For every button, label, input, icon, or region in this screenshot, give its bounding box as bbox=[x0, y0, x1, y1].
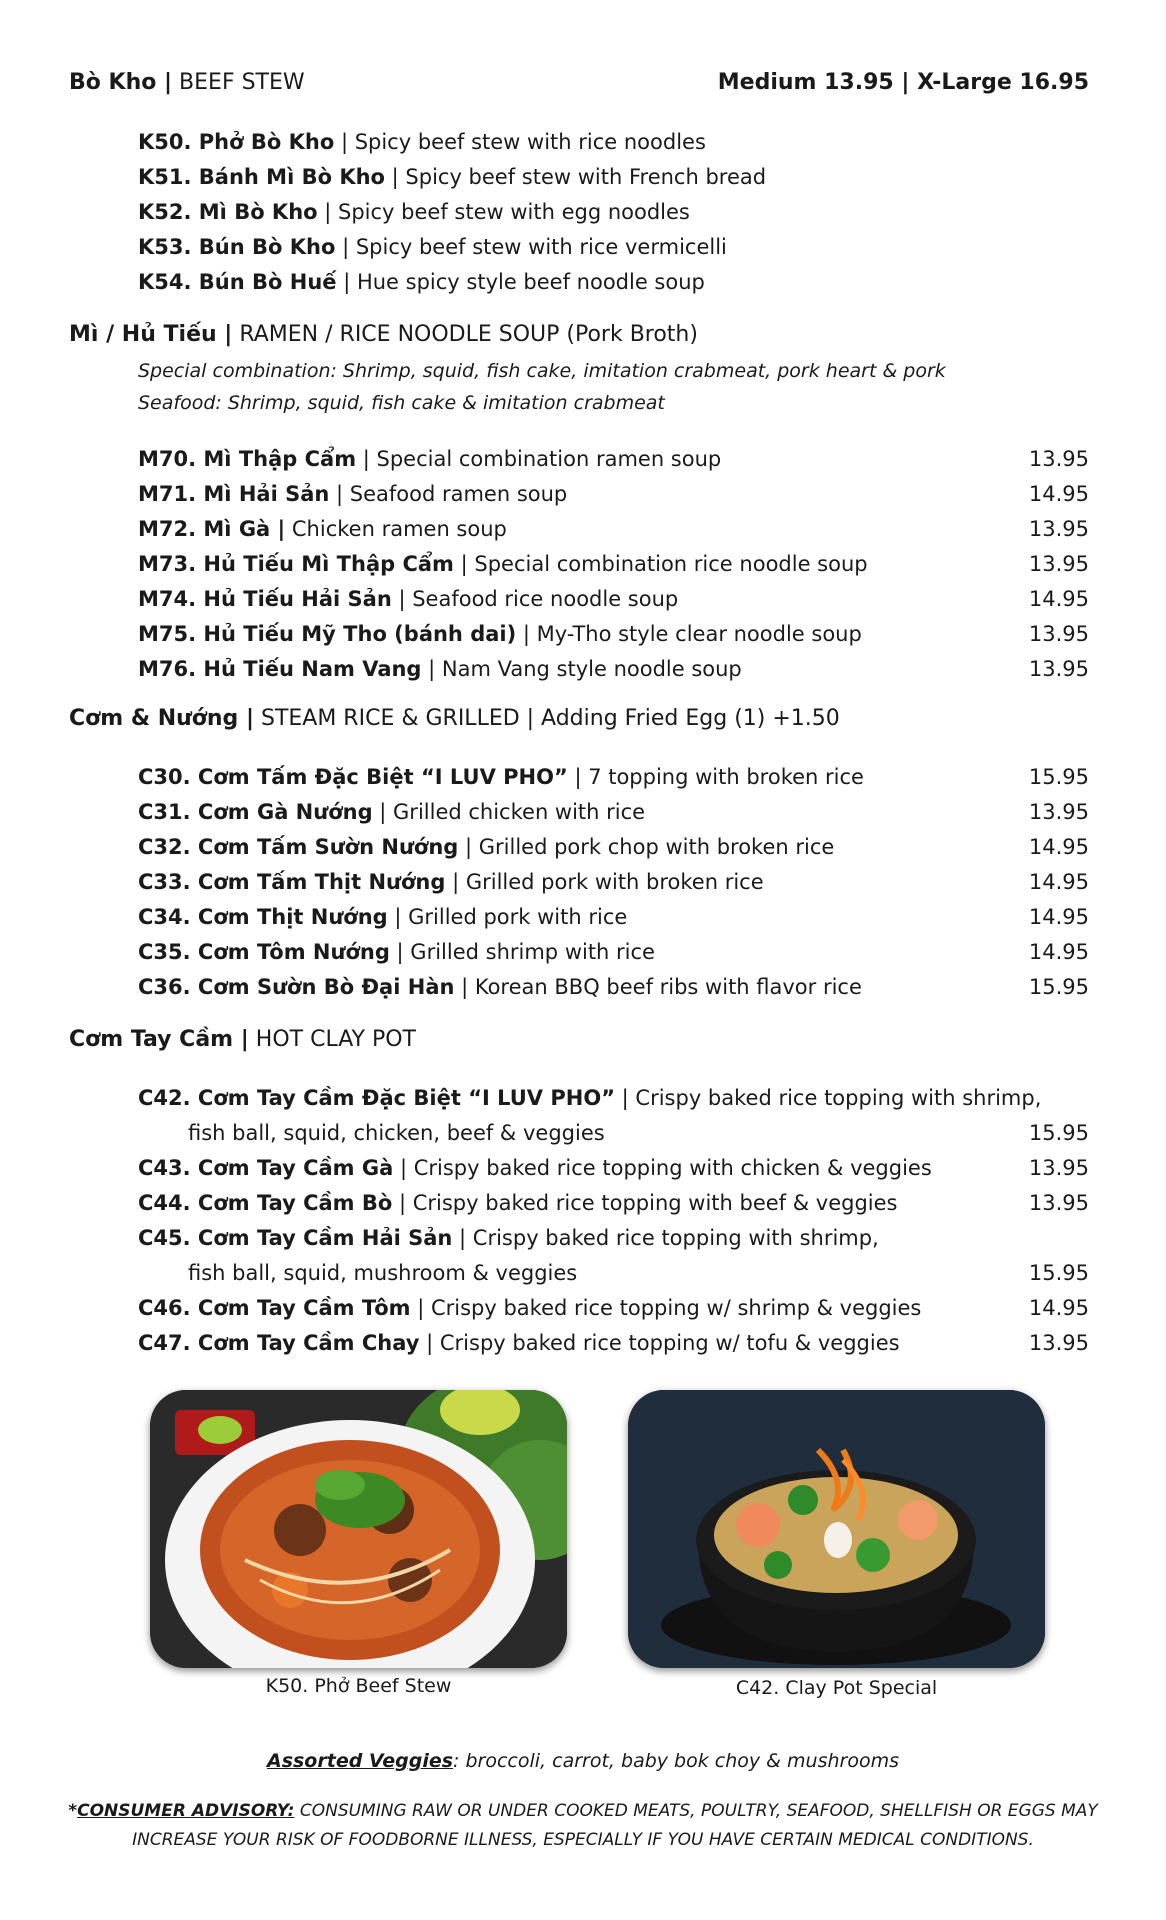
menu-item-k51 bbox=[138, 159, 1089, 195]
section-title-com bbox=[69, 706, 840, 731]
item-desc: | Crispy baked rice topping with shrimp, bbox=[452, 1226, 879, 1250]
section-title-mi bbox=[69, 322, 698, 347]
menu-item-c31 bbox=[138, 794, 1089, 830]
menu-item-c36 bbox=[138, 969, 1089, 1005]
item-desc: | Crispy baked rice topping with chicken & veggies bbox=[393, 1156, 932, 1180]
section-title-rest: RAMEN / RICE NOODLE SOUP (Pork Broth) bbox=[232, 322, 698, 347]
item-desc: | Grilled shrimp with rice bbox=[389, 940, 655, 964]
item-name: C36. Cơm Sườn Bò Đại Hàn bbox=[138, 975, 455, 999]
menu-item-c45 bbox=[138, 1220, 1089, 1256]
item-price: 14.95 bbox=[1028, 870, 1089, 894]
section-title-bold: Bò Kho | bbox=[69, 70, 173, 95]
advisory-text-1: CONSUMING RAW OR UNDER COOKED MEATS, POULTRY, SEAFOOD, SHELLFISH OR EGGS MAY bbox=[294, 1801, 1098, 1821]
item-desc: | Spicy beef stew with French bread bbox=[384, 165, 767, 189]
item-desc: | My-Tho style clear noodle soup bbox=[516, 622, 862, 646]
menu-item-c46 bbox=[138, 1290, 1089, 1326]
menu-item-k54 bbox=[138, 264, 1089, 300]
item-price: 13.95 bbox=[1028, 800, 1089, 824]
section-title-bold: Mì / Hủ Tiếu | bbox=[69, 322, 233, 347]
item-name: C46. Cơm Tay Cầm Tôm bbox=[138, 1296, 411, 1320]
item-desc: | Crispy baked rice topping with shrimp, bbox=[615, 1086, 1042, 1110]
item-desc: | Grilled pork with broken rice bbox=[445, 870, 764, 894]
section-title-rest: BEEF STEW bbox=[172, 70, 305, 95]
beef-stew-photo bbox=[150, 1390, 567, 1668]
item-name: M72. Mì Gà | bbox=[138, 517, 286, 541]
photo-caption-left: K50. Phở Beef Stew bbox=[265, 1675, 452, 1697]
consumer-advisory-line-2: INCREASE YOUR RISK OF FOODBORNE ILLNESS, ESPECIALLY IF YOU HAVE CERTAIN MEDICAL CONDITIONS. bbox=[132, 1830, 1034, 1850]
item-name: C30. Cơm Tấm Đặc Biệt “I LUV PHO” bbox=[138, 765, 568, 789]
item-name: C34. Cơm Thịt Nướng bbox=[138, 905, 388, 929]
item-name: C32. Cơm Tấm Sườn Nướng bbox=[138, 835, 459, 859]
item-desc: | 7 topping with broken rice bbox=[567, 765, 864, 789]
item-desc: | Grilled pork with rice bbox=[387, 905, 628, 929]
menu-item-m75 bbox=[138, 616, 1089, 652]
item-price: 14.95 bbox=[1028, 905, 1089, 929]
item-name: C42. Cơm Tay Cầm Đặc Biệt “I LUV PHO” bbox=[138, 1086, 615, 1110]
item-desc: | Nam Vang style noodle soup bbox=[421, 657, 742, 681]
item-name: C47. Cơm Tay Cầm Chay bbox=[138, 1331, 420, 1355]
section-title-bold: Cơm & Nướng | bbox=[69, 706, 254, 731]
section-note: Special combination: Shrimp, squid, fish cake, imitation crabmeat, pork heart & pork bbox=[138, 360, 946, 382]
item-price: 13.95 bbox=[1028, 447, 1089, 471]
item-name: C35. Cơm Tôm Nướng bbox=[138, 940, 390, 964]
item-desc: | Grilled chicken with rice bbox=[372, 800, 646, 824]
item-price: 13.95 bbox=[1028, 1331, 1089, 1355]
item-desc: | Crispy baked rice topping w/ shrimp & veggies bbox=[410, 1296, 922, 1320]
menu-item-k52 bbox=[138, 194, 1089, 230]
item-desc: | Crispy baked rice topping with beef & veggies bbox=[392, 1191, 898, 1215]
menu-item-m76 bbox=[138, 651, 1089, 687]
item-price: 15.95 bbox=[1028, 975, 1089, 999]
item-desc: | Grilled pork chop with broken rice bbox=[458, 835, 835, 859]
menu-item-c33 bbox=[138, 864, 1089, 900]
item-desc: | Hue spicy style beef noodle soup bbox=[336, 270, 705, 294]
clay-pot-photo bbox=[628, 1390, 1045, 1668]
section-title-rest: HOT CLAY POT bbox=[248, 1027, 416, 1052]
advisory-star: * bbox=[68, 1801, 78, 1821]
consumer-advisory-line-1 bbox=[0, 1801, 1166, 1821]
item-desc-cont: fish ball, squid, chicken, beef & veggies bbox=[188, 1121, 605, 1145]
menu-item-c47 bbox=[138, 1325, 1089, 1361]
item-desc: | Seafood ramen soup bbox=[329, 482, 568, 506]
item-price: 14.95 bbox=[1028, 482, 1089, 506]
menu-item-c44 bbox=[138, 1185, 1089, 1221]
menu-item-m70 bbox=[138, 441, 1089, 477]
clay-pot-illustration bbox=[628, 1390, 1045, 1668]
item-name: K54. Bún Bò Huế bbox=[138, 270, 337, 294]
item-name: K52. Mì Bò Kho bbox=[138, 200, 318, 224]
item-price: 13.95 bbox=[1028, 622, 1089, 646]
item-price: 14.95 bbox=[1028, 587, 1089, 611]
item-price: 13.95 bbox=[1028, 657, 1089, 681]
menu-item-c42 bbox=[138, 1080, 1089, 1116]
menu-item-m74 bbox=[138, 581, 1089, 617]
item-desc: | Special combination ramen soup bbox=[356, 447, 722, 471]
item-price: 15.95 bbox=[1028, 1261, 1089, 1285]
item-price: 13.95 bbox=[1028, 1156, 1089, 1180]
item-name: M70. Mì Thập Cẩm bbox=[138, 447, 357, 471]
item-name: M73. Hủ Tiếu Mì Thập Cẩm bbox=[138, 552, 454, 576]
veggies-text: : broccoli, carrot, baby bok choy & mushrooms bbox=[453, 1750, 899, 1772]
menu-item-k53 bbox=[138, 229, 1089, 265]
menu-item-c43 bbox=[138, 1150, 1089, 1186]
section-title-bold: Cơm Tay Cầm | bbox=[69, 1027, 249, 1052]
item-desc: | Crispy baked rice topping w/ tofu & veggies bbox=[419, 1331, 900, 1355]
item-price: 13.95 bbox=[1028, 552, 1089, 576]
item-price: 14.95 bbox=[1028, 940, 1089, 964]
menu-item-m72 bbox=[138, 511, 1089, 547]
section-title-clay-pot bbox=[69, 1027, 416, 1052]
section-note: Seafood: Shrimp, squid, fish cake & imitation crabmeat bbox=[138, 392, 665, 414]
menu-item-c30 bbox=[138, 759, 1089, 795]
menu-item-m71 bbox=[138, 476, 1089, 512]
item-price: 14.95 bbox=[1028, 1296, 1089, 1320]
menu-item-c35 bbox=[138, 934, 1089, 970]
item-name: C45. Cơm Tay Cầm Hải Sản bbox=[138, 1226, 453, 1250]
item-desc: | Spicy beef stew with rice vermicelli bbox=[335, 235, 727, 259]
section-title-bo-kho bbox=[69, 70, 305, 95]
item-price: 15.95 bbox=[1028, 1121, 1089, 1145]
advisory-label: CONSUMER ADVISORY: bbox=[77, 1801, 295, 1821]
item-desc: | Seafood rice noodle soup bbox=[391, 587, 679, 611]
item-name: M74. Hủ Tiếu Hải Sản bbox=[138, 587, 392, 611]
menu-item-k50 bbox=[138, 124, 1089, 160]
section-title-rest: STEAM RICE & GRILLED | Adding Fried Egg (1) +1.50 bbox=[253, 706, 840, 731]
item-name: C33. Cơm Tấm Thịt Nướng bbox=[138, 870, 446, 894]
item-desc: Chicken ramen soup bbox=[285, 517, 507, 541]
item-desc: | Special combination rice noodle soup bbox=[453, 552, 868, 576]
item-price: 13.95 bbox=[1028, 517, 1089, 541]
item-name: K51. Bánh Mì Bò Kho bbox=[138, 165, 385, 189]
item-price: 13.95 bbox=[1028, 1191, 1089, 1215]
assorted-veggies-note bbox=[0, 1750, 1166, 1772]
item-price: 14.95 bbox=[1028, 835, 1089, 859]
item-name: M76. Hủ Tiếu Nam Vang bbox=[138, 657, 422, 681]
item-desc: | Spicy beef stew with egg noodles bbox=[317, 200, 690, 224]
item-name: C31. Cơm Gà Nướng bbox=[138, 800, 373, 824]
item-name: M71. Mì Hải Sản bbox=[138, 482, 330, 506]
item-name: C44. Cơm Tay Cầm Bò bbox=[138, 1191, 393, 1215]
item-price: 15.95 bbox=[1028, 765, 1089, 789]
photo-caption-right: C42. Clay Pot Special bbox=[735, 1677, 938, 1699]
menu-item-c42-cont bbox=[188, 1115, 1089, 1151]
item-desc-cont: fish ball, squid, mushroom & veggies bbox=[188, 1261, 578, 1285]
menu-item-c34 bbox=[138, 899, 1089, 935]
item-desc: | Spicy beef stew with rice noodles bbox=[334, 130, 706, 154]
menu-item-c32 bbox=[138, 829, 1089, 865]
item-name: M75. Hủ Tiếu Mỹ Tho (bánh dai) bbox=[138, 622, 517, 646]
item-name: K53. Bún Bò Kho bbox=[138, 235, 336, 259]
bo-kho-price-header: Medium 13.95 | X-Large 16.95 bbox=[717, 70, 1089, 95]
item-name: K50. Phở Bò Kho bbox=[138, 130, 335, 154]
item-name: C43. Cơm Tay Cầm Gà bbox=[138, 1156, 394, 1180]
menu-item-m73 bbox=[138, 546, 1089, 582]
item-desc: | Korean BBQ beef ribs with flavor rice bbox=[454, 975, 862, 999]
menu-item-c45-cont bbox=[188, 1255, 1089, 1291]
veggies-label: Assorted Veggies bbox=[266, 1750, 454, 1772]
beef-stew-illustration bbox=[150, 1390, 567, 1668]
